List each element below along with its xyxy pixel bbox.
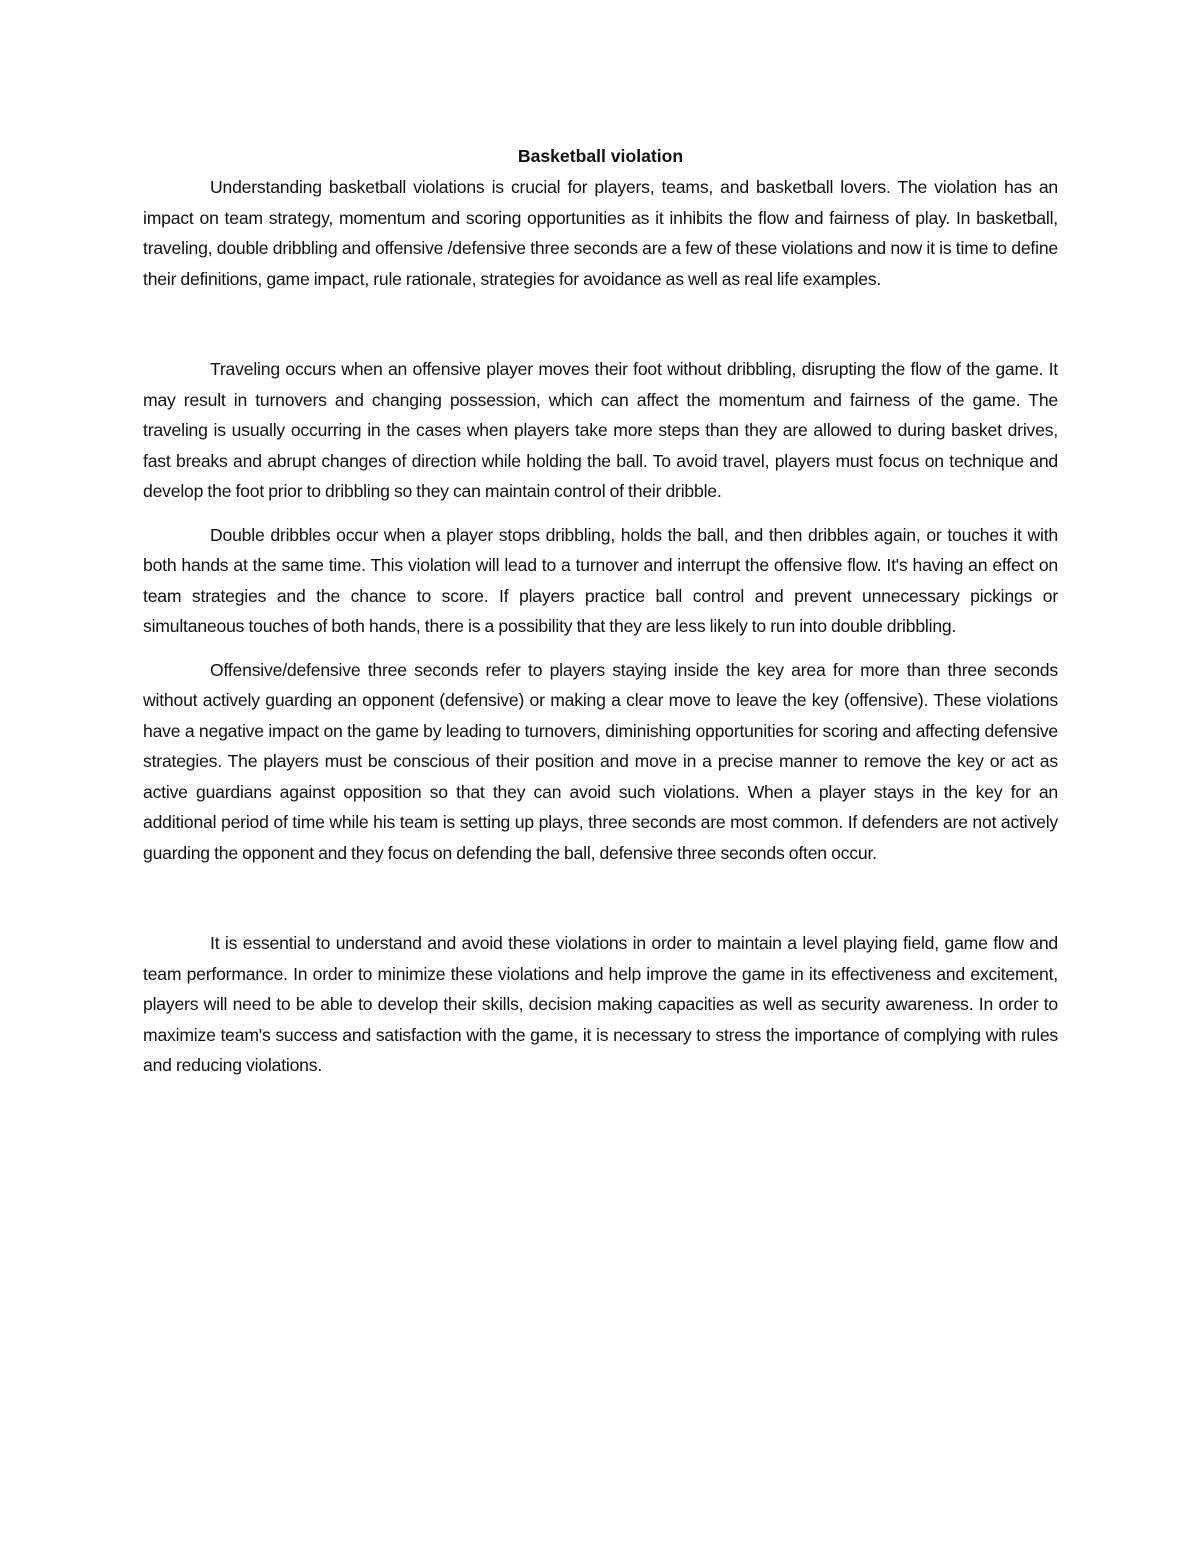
paragraph-three-seconds: Offensive/defensive three seconds refer to players staying inside the key area for more than three seconds without actively guarding an opponent (defensive) or making a clear move to leave the key (offensive). These violations have a negative impact on the game by leading to turnovers, diminishing opportunities for scoring and affecting defensive strategies. The players must be conscious of their position and move in a precise manner to remove the key or act as active guardians against opposition so that they can avoid such violations. When a player stays in the key for an additional period of time while his team is setting up plays, three seconds are most common. If defenders are not actively guarding the opponent and they focus on defending the ball, defensive three seconds often occur.	[143, 659, 1058, 863]
paragraph-introduction: Understanding basketball violations is crucial for players, teams, and basketball lovers. The violation has an impact on team strategy, momentum and scoring opportunities as it inhibits the flow and fairness of play. In basketball, traveling, double dribbling and offensive /defensive three seconds are a few of these violations and now it is time to define their definitions, game impact, rule rationale, strategies for avoidance as well as real life examples.	[143, 177, 1058, 289]
document-body	[143, 141, 1058, 1081]
paragraph-conclusion: It is essential to understand and avoid these violations in order to maintain a level playing field, game flow and team performance. In order to minimize these violations and help improve the game in its effectiveness and excitement, players will need to be able to develop their skills, decision making capacities as well as security awareness. In order to maximize team's success and satisfaction with the game, it is necessary to stress the importance of complying with rules and reducing violations.	[143, 933, 1058, 1075]
paragraph-traveling: Traveling occurs when an offensive player moves their foot without dribbling, disrupting the flow of the game. It may result in turnovers and changing possession, which can affect the momentum and fairness of the game. The traveling is usually occurring in the cases when players take more steps than they are allowed to during basket drives, fast breaks and abrupt changes of direction while holding the ball. To avoid travel, players must focus on technique and develop the foot prior to dribbling so they can maintain control of their dribble.	[143, 359, 1058, 501]
paragraph-double-dribble: Double dribbles occur when a player stops dribbling, holds the ball, and then dribbles again, or touches it with both hands at the same time. This violation will lead to a turnover and interrupt the offensive flow. It's having an effect on team strategies and the chance to score. If players practice ball control and prevent unnecessary pickings or simultaneous touches of both hands, there is a possibility that they are less likely to run into double dribbling.	[143, 524, 1058, 636]
document-title: Basketball violation	[517, 146, 684, 166]
